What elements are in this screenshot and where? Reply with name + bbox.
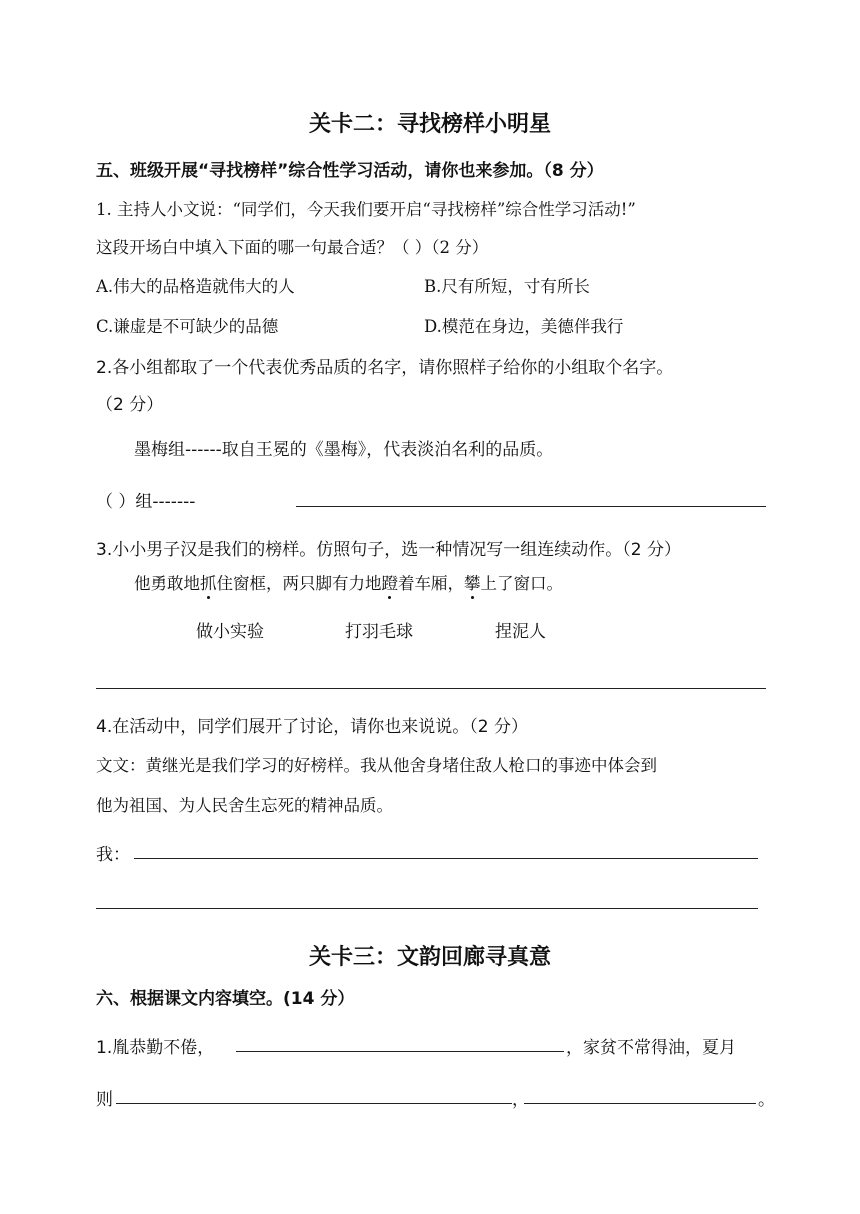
q3-example-part: 住窗框，两只脚有力地 xyxy=(216,574,382,593)
fill-q1-part3: 则 xyxy=(96,1090,113,1110)
q1-option-d[interactable]: D.模范在身边，美德伴我行 xyxy=(424,317,624,336)
fill-q1-blank-2[interactable] xyxy=(116,1103,512,1104)
q4-line1: 4.在活动中，同学们展开了讨论，请你也来说说。（2 分） xyxy=(96,717,528,737)
q1-option-a[interactable]: A.伟大的品格造就伟大的人 xyxy=(96,277,295,296)
q1-option-b[interactable]: B.尺有所短，寸有所长 xyxy=(424,277,590,296)
emphasis-char: 抓 xyxy=(200,574,217,593)
q1-option-c[interactable]: C.谦虚是不可缺少的品德 xyxy=(96,317,279,336)
q1-line1: 1. 主持人小文说：“同学们，今天我们要开启“寻找榜样”综合性学习活动!” xyxy=(96,200,636,219)
fill-q1-period: 。 xyxy=(758,1090,775,1110)
q3-option-1[interactable]: 做小实验 xyxy=(196,622,264,642)
fill-q1-part2: ，家贫不常得油，夏月 xyxy=(566,1038,736,1058)
q2-line1: 2.各小组都取了一个代表优秀品质的名字，请你照样子给你的小组取个名字。 xyxy=(96,358,674,378)
fill-q1-blank-1[interactable] xyxy=(236,1051,564,1052)
emphasis-char: 攀 xyxy=(464,574,481,593)
q4-wenwen-line2: 他为祖国、为人民舍生忘死的精神品质。 xyxy=(96,796,393,815)
fill-q1-comma: ， xyxy=(512,1090,529,1110)
q2-answer-line[interactable] xyxy=(296,506,766,507)
q3-example-part: 上了窗口。 xyxy=(480,574,563,593)
q4-wenwen-line1: 文文：黄继光是我们学习的好榜样。我从他舍身堵住敌人枪口的事迹中体会到 xyxy=(96,756,657,775)
q3-option-3[interactable]: 捏泥人 xyxy=(495,622,546,642)
q2-example: 墨梅组------取自王冕的《墨梅》，代表淡泊名利的品质。 xyxy=(134,440,554,460)
q1-line2: 这段开场白中填入下面的哪一句最合适？（ ）（2 分） xyxy=(96,238,489,257)
q2-score: （2 分） xyxy=(96,395,164,415)
q4-me-label: 我： xyxy=(96,845,130,865)
emphasis-char: 蹬 xyxy=(381,574,398,593)
q3-option-2[interactable]: 打羽毛球 xyxy=(345,622,413,642)
fill-q1-blank-3[interactable] xyxy=(524,1103,756,1104)
q3-example xyxy=(134,570,563,594)
q3-example-part: 着车厢， xyxy=(398,574,464,593)
q3-line1: 3.小小男子汉是我们的榜样。仿照句子，选一种情况写一组连续动作。（2 分） xyxy=(96,540,681,560)
section-6-heading: 六、根据课文内容填空。(14 分） xyxy=(96,989,355,1009)
q4-answer-line-1[interactable] xyxy=(134,858,758,859)
fill-q1-part1: 1.胤恭勤不倦， xyxy=(96,1038,215,1058)
level2-title: 关卡二：寻找榜样小明星 xyxy=(308,112,551,137)
q3-answer-line[interactable] xyxy=(96,688,766,689)
q4-answer-line-2[interactable] xyxy=(96,908,758,909)
level3-title: 关卡三：文韵回廊寻真意 xyxy=(308,945,551,970)
q2-blank-prefix: （ ）组------- xyxy=(96,492,196,512)
q3-example-part: 他勇敢地 xyxy=(134,574,200,593)
section-5-heading: 五、班级开展“寻找榜样”综合性学习活动，请你也来参加。（8 分） xyxy=(96,161,604,181)
